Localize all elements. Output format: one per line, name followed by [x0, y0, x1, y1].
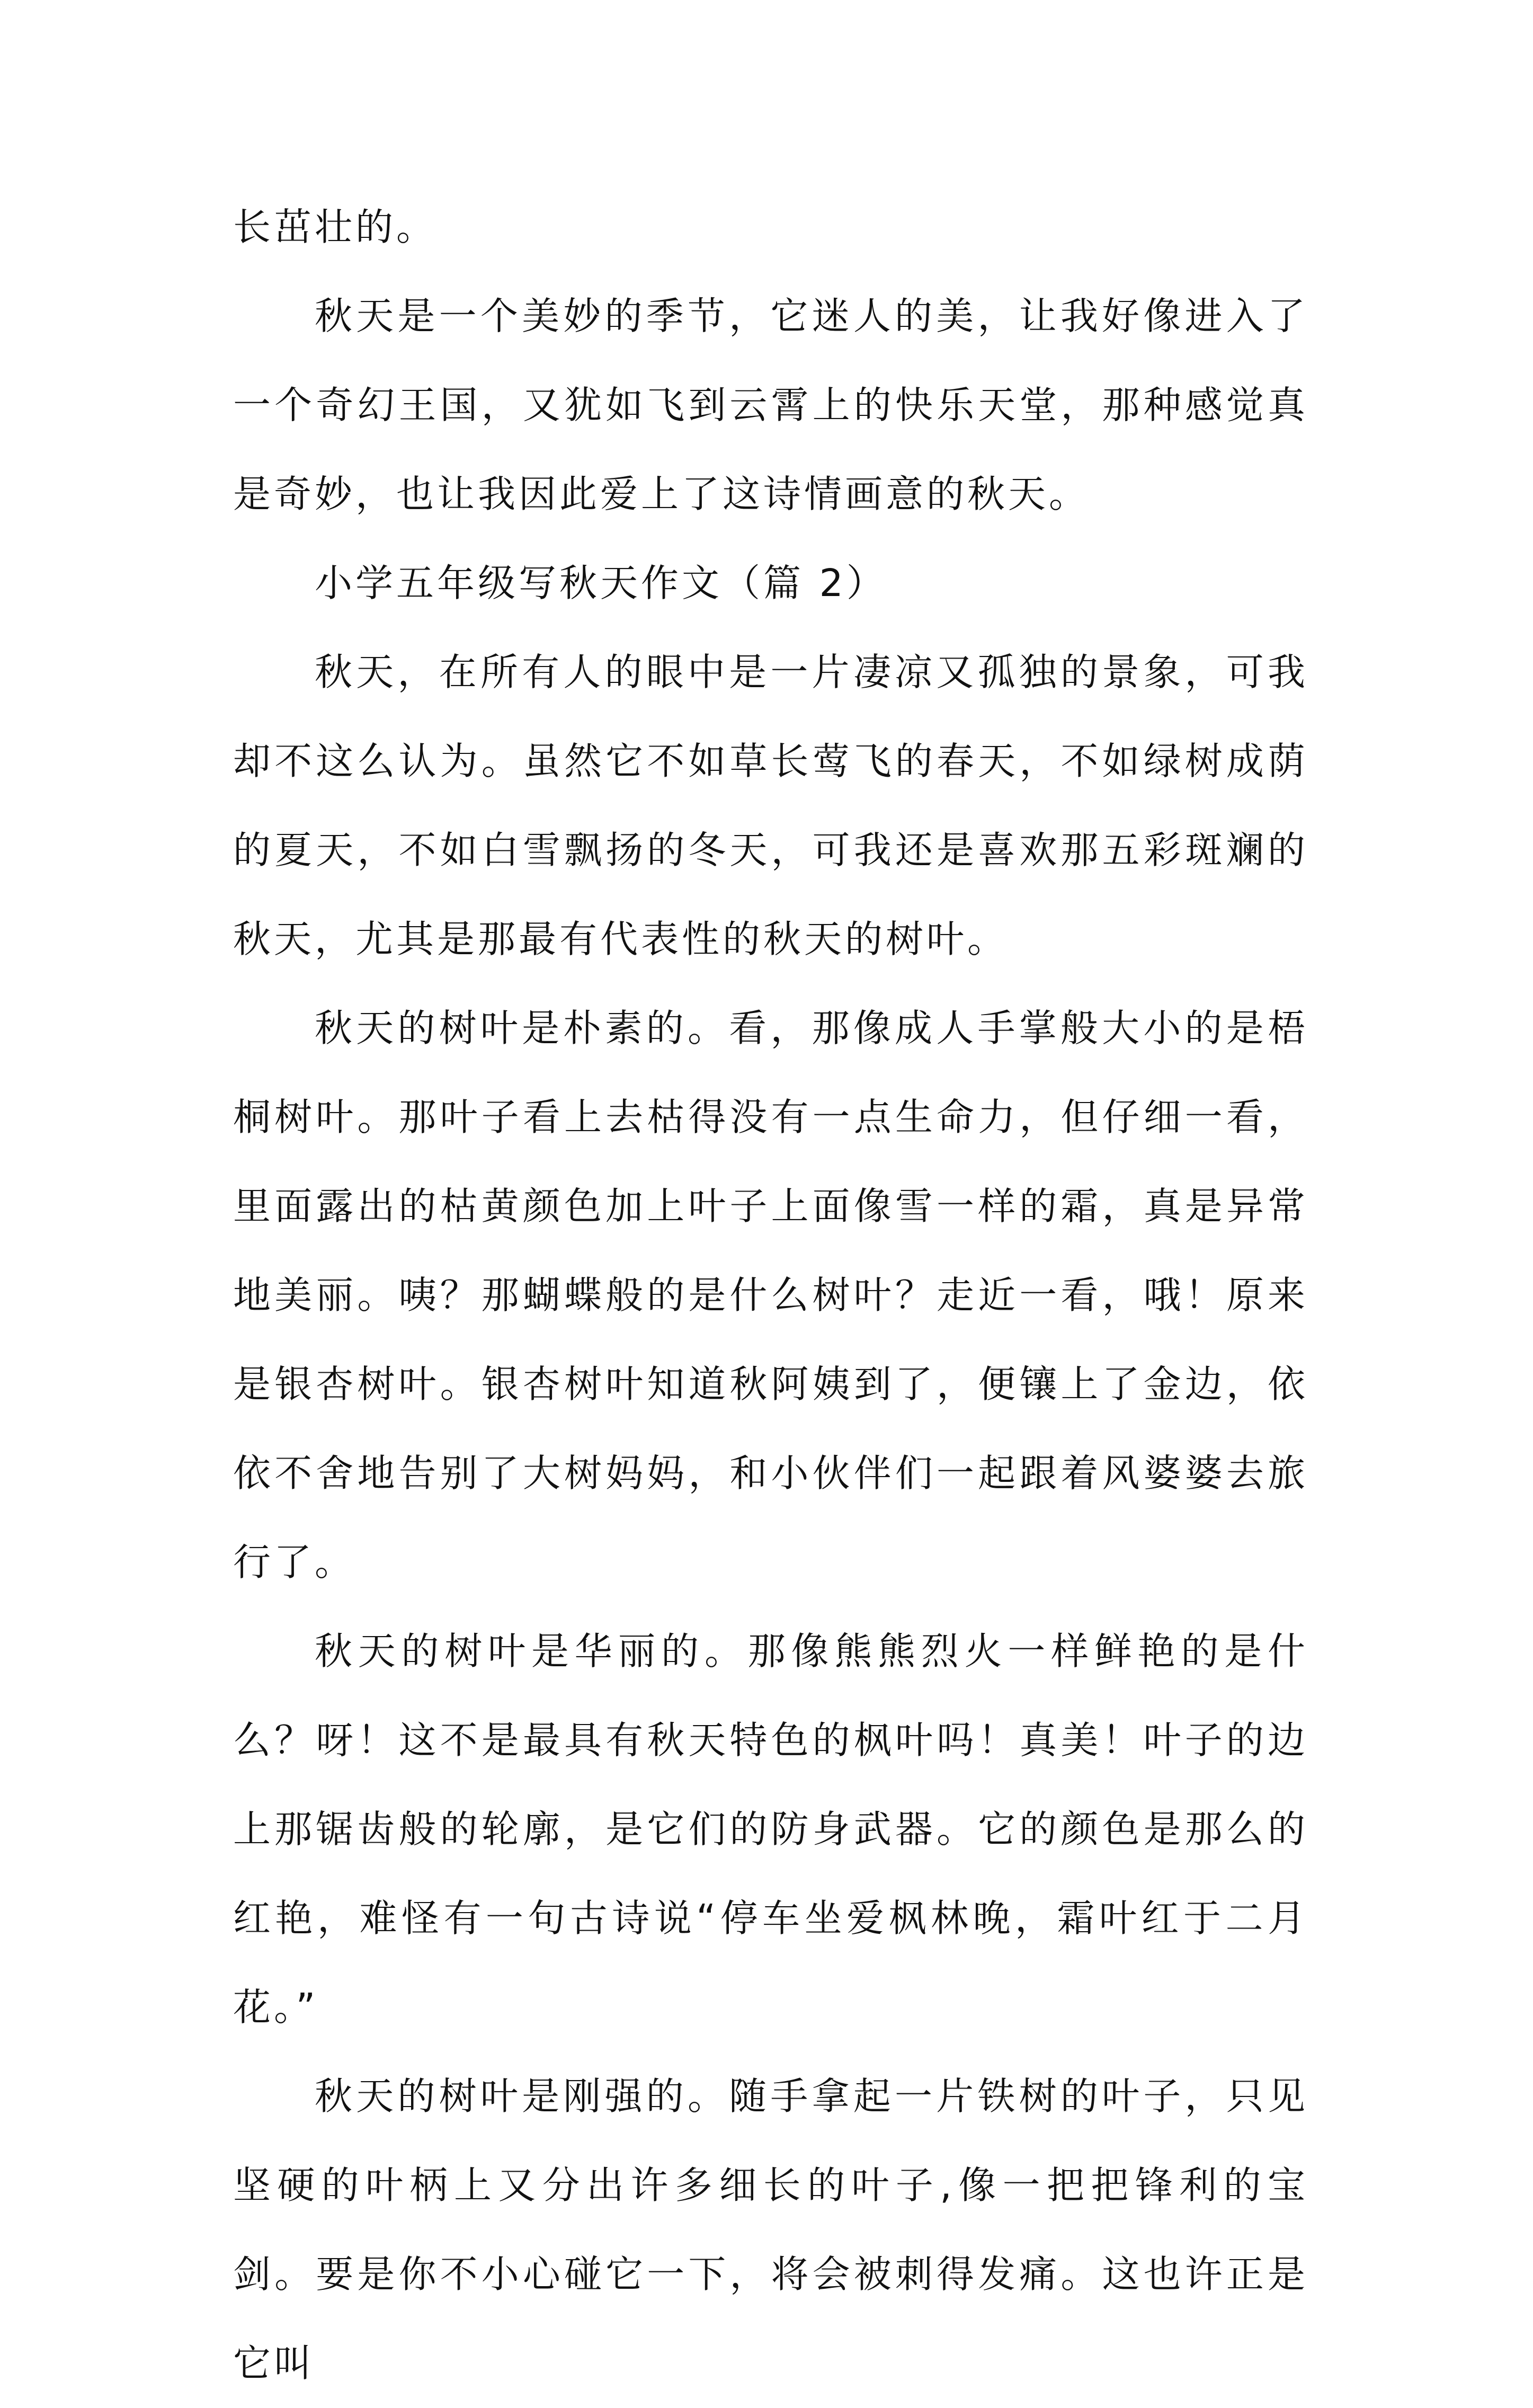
paragraph-autumn-intro: 秋天，在所有人的眼中是一片凄凉又孤独的景象，可我却不这么认为。虽然它不如草长莺飞的春天，不如绿树成荫的夏天，不如白雪飘扬的冬天，可我还是喜欢那五彩斑斓的秋天，尤其是那最有代表性的秋天的树叶。	[233, 650, 1308, 961]
paragraph-continuation: 长茁壮的。	[233, 205, 438, 249]
paragraph-plain-leaves: 秋天的树叶是朴素的。看，那像成人手掌般大小的是梧桐树叶。那叶子看上去枯得没有一点生命力，但仔细一看，里面露出的枯黄颜色加上叶子上面像雪一样的霜，真是异常地美丽。咦？那蝴蝶般的是什么树叶？走近一看，哦！原来是银杏树叶。银杏树叶知道秋阿姨到了，便镶上了金边，依依不舍地告别了大树妈妈，和小伙伴们一起跟着风婆婆去旅行了。	[233, 1006, 1308, 1584]
paragraph-strong-leaves: 秋天的树叶是刚强的。随手拿起一片铁树的叶子，只见坚硬的叶柄上又分出许多细长的叶子,像一把把锋利的宝剑。要是你不小心碰它一下，将会被刺得发痛。这也许正是它叫	[233, 2074, 1308, 2385]
paragraph-autumn-wonder: 秋天是一个美妙的季节，它迷人的美，让我好像进入了一个奇幻王国，又犹如飞到云霄上的快乐天堂，那种感觉真是奇妙，也让我因此爱上了这诗情画意的秋天。	[233, 294, 1308, 516]
document-body	[233, 183, 1308, 2408]
paragraph-gorgeous-leaves: 秋天的树叶是华丽的。那像熊熊烈火一样鲜艳的是什么？呀！这不是最具有秋天特色的枫叶吗！真美！叶子的边上那锯齿般的轮廓，是它们的防身武器。它的颜色是那么的红艳，难怪有一句古诗说“停车坐爱枫林晚，霜叶红于二月花。”	[233, 1629, 1308, 2029]
essay-heading: 小学五年级写秋天作文（篇 2）	[315, 561, 887, 605]
